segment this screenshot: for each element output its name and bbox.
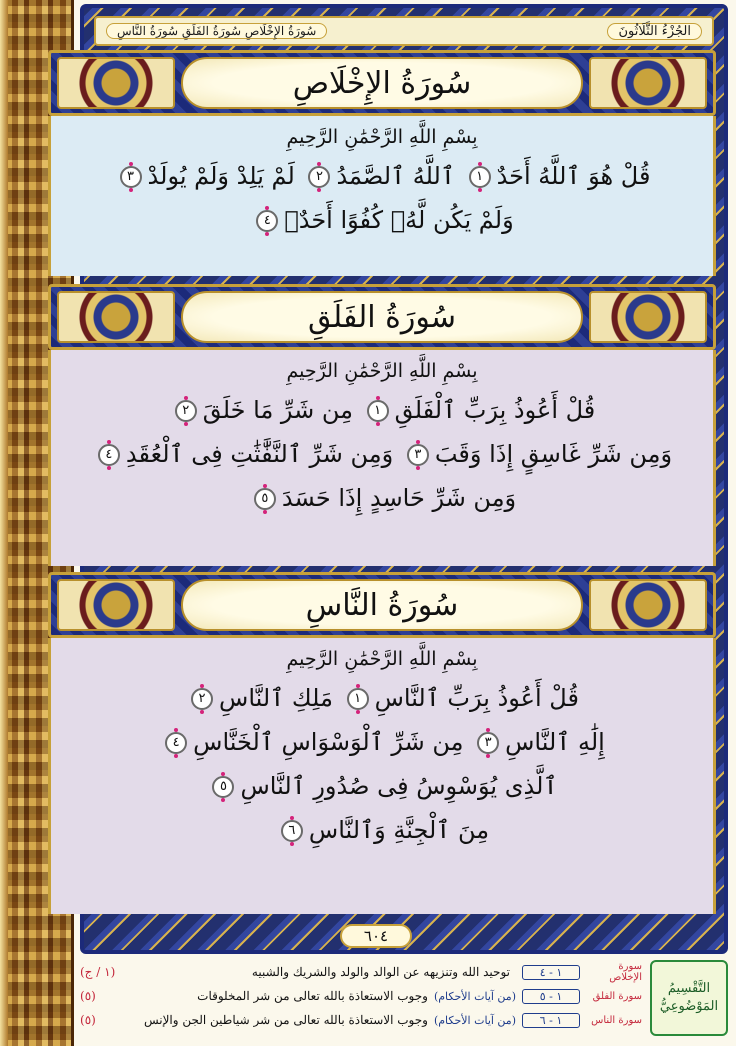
verse-line (69, 432, 695, 476)
verse-text: ٱلَّذِى يُوَسْوِسُ فِى صُدُورِ ٱلنَّاسِ (240, 772, 558, 800)
index-row (80, 1008, 642, 1032)
ayah-marker: ٦ (281, 820, 303, 842)
verse-text: مِنَ ٱلْجِنَّةِ وَٱلنَّاسِ (308, 816, 490, 844)
surah-section-nas (48, 572, 716, 914)
ayah-marker: ٣ (120, 166, 142, 188)
index-row (80, 960, 642, 984)
ornament-right (589, 57, 707, 109)
verse-line (69, 720, 695, 764)
index-rows (80, 960, 642, 1032)
index-ayah-range: ١ - ٦ (522, 1013, 580, 1028)
index-tag: (من آيات الأحكام) (433, 1013, 516, 1027)
ayah-marker: ٥ (212, 776, 234, 798)
verse-text: وَمِن شَرِّ غَاسِقٍ إِذَا وَقَبَ (434, 440, 673, 468)
surah-title-cartouche (181, 291, 583, 343)
verse-text: إِلَٰهِ ٱلنَّاسِ (505, 728, 605, 756)
verse-text: مِن شَرِّ ٱلْوَسْوَاسِ ٱلْخَنَّاسِ (193, 728, 464, 756)
ornament-left (57, 291, 175, 343)
ornament-right (589, 291, 707, 343)
verse-text: لَمْ يَلِدْ وَلَمْ يُولَدْ (147, 162, 295, 190)
juz-label: الجُزْءُ الثَّلَاثُونَ (607, 23, 702, 40)
surah-title: سُورَةُ النَّاسِ (305, 587, 459, 623)
verse-line (69, 388, 695, 432)
index-surah-name: سورة الناس (591, 1014, 642, 1026)
index-row (80, 984, 642, 1008)
basmala: بِسْمِ اللَّهِ الرَّحْمَٰنِ الرَّحِيمِ (286, 126, 478, 148)
index-reference: (١ / ج) (80, 965, 116, 979)
verse-text: مَلِكِ ٱلنَّاسِ (219, 684, 333, 712)
verse-text: قُلْ أَعُوذُ بِرَبِّ ٱلنَّاسِ (374, 684, 579, 712)
verse-line (69, 198, 695, 242)
verse-text: ٱللَّهُ ٱلصَّمَدُ (336, 162, 455, 190)
ayah-marker: ٢ (191, 688, 213, 710)
header-surah-names: سُورَةُ الإِخْلَاصِ سُورَةُ الفَلَقِ سُورَةُ النَّاسِ (106, 23, 327, 39)
badge-line: المَوْضُوعِيُّ (659, 999, 719, 1014)
page-header (94, 16, 714, 46)
surah-title: سُورَةُ الفَلَقِ (308, 299, 456, 335)
verses-panel (48, 350, 716, 566)
ayah-marker: ٤ (98, 444, 120, 466)
verse-line (69, 676, 695, 720)
surah-title: سُورَةُ الإِخْلَاصِ (292, 65, 472, 101)
index-description: وجوب الاستعاذة بالله تعالى من شر شياطين الجن والإنس (143, 1013, 428, 1027)
verse-line (69, 476, 695, 520)
ayah-marker: ٤ (165, 732, 187, 754)
ornament-left (57, 57, 175, 109)
index-reference: (٥) (80, 989, 96, 1003)
verse-line (69, 764, 695, 808)
surah-section-falaq (48, 284, 716, 566)
ayah-marker: ٢ (175, 400, 197, 422)
topical-index-badge (650, 960, 728, 1036)
verse-text: وَمِن شَرِّ حَاسِدٍ إِذَا حَسَدَ (281, 484, 517, 512)
topical-index (80, 958, 728, 1040)
index-ayah-range: ١ - ٥ (522, 989, 580, 1004)
badge-line: التَّقْسِيمُ (667, 981, 711, 996)
surah-title-cartouche (181, 57, 583, 109)
verse-line (69, 808, 695, 852)
surah-section-ikhlas (48, 50, 716, 276)
index-surah-name: سورة الفلق (592, 990, 642, 1002)
index-description: توحيد الله وتنزيهه عن الوالد والولد والشريك والشبيه (251, 965, 510, 979)
verse-text: قُلْ أَعُوذُ بِرَبِّ ٱلْفَلَقِ (394, 396, 596, 424)
index-reference: (٥) (80, 1013, 96, 1027)
ayah-marker: ١ (367, 400, 389, 422)
verse-text: قُلْ هُوَ ٱللَّهُ أَحَدٌ (496, 162, 651, 190)
basmala: بِسْمِ اللَّهِ الرَّحْمَٰنِ الرَّحِيمِ (286, 648, 478, 670)
ayah-marker: ٣ (477, 732, 499, 754)
verse-text: وَلَمْ يَكُن لَّهُۥ كُفُوًا أَحَدٌۢ (284, 206, 514, 234)
ornament-right (589, 579, 707, 631)
ornament-left (57, 579, 175, 631)
spine-edge (0, 0, 8, 1046)
basmala: بِسْمِ اللَّهِ الرَّحْمَٰنِ الرَّحِيمِ (286, 360, 478, 382)
surah-title-banner (48, 572, 716, 638)
surah-title-banner (48, 50, 716, 116)
index-surah-name: سورة الإخلاص (609, 961, 642, 983)
index-tag: (من آيات الأحكام) (433, 989, 516, 1003)
verse-text: وَمِن شَرِّ ٱلنَّفَّٰثَٰتِ فِى ٱلْعُقَدِ (125, 440, 394, 468)
ayah-marker: ٢ (308, 166, 330, 188)
verses-panel (48, 116, 716, 276)
verses-panel (48, 638, 716, 914)
ayah-marker: ١ (469, 166, 491, 188)
ayah-marker: ١ (347, 688, 369, 710)
verse-line (69, 154, 695, 198)
ayah-marker: ٣ (407, 444, 429, 466)
verse-text: مِن شَرِّ مَا خَلَقَ (202, 396, 354, 424)
page-number: ٦٠٤ (340, 924, 412, 948)
index-description: وجوب الاستعاذة بالله تعالى من شر المخلوقات (197, 989, 428, 1003)
index-ayah-range: ١ - ٤ (522, 965, 580, 980)
surah-title-banner (48, 284, 716, 350)
surah-title-cartouche (181, 579, 583, 631)
ayah-marker: ٤ (256, 210, 278, 232)
ayah-marker: ٥ (254, 488, 276, 510)
